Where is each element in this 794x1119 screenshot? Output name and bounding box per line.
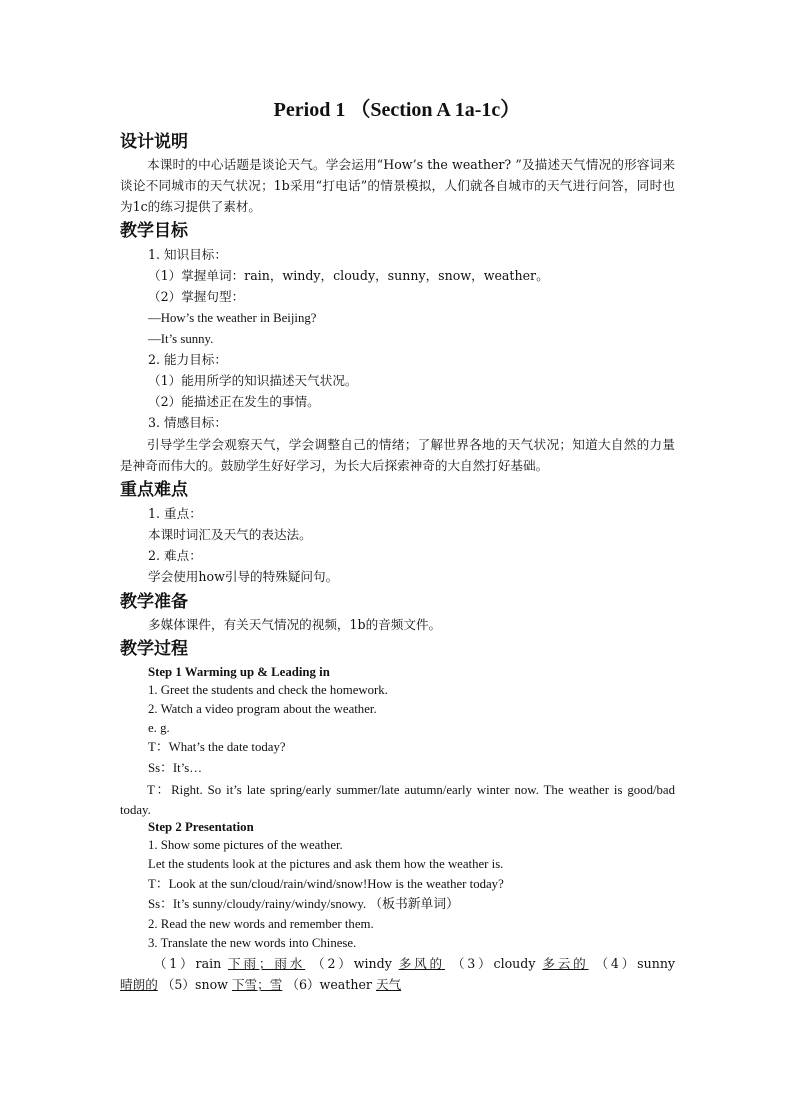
heading-prep: 教学准备 [120, 592, 188, 612]
prep-line: 多媒体课件，有关天气情况的视频，1b的音频文件。 [148, 617, 442, 632]
process-line: Let the students look at the pictures and ask them how the weather is. [148, 857, 504, 871]
goals-line: 1. 知识目标： [148, 247, 227, 262]
process-line: Ss：It’s… [148, 761, 203, 775]
vocab-continued: 晴朗的 [120, 977, 158, 992]
vocab-item: （2）windy 多风的 [312, 956, 445, 971]
key-line: 1. 重点： [148, 506, 202, 521]
heading-design: 设计说明 [120, 132, 188, 152]
process-line: 2. Read the new words and remember them. [148, 917, 374, 931]
page-title: Period 1 （Section A 1a-1c） [273, 99, 521, 121]
key-line: 2. 难点： [148, 548, 202, 563]
step2-heading: Step 2 Presentation [148, 820, 254, 834]
goals-line: 3. 情感目标： [148, 415, 227, 430]
process-line: e. g. [148, 721, 170, 735]
board-note: （板书新单词） [369, 897, 459, 911]
heading-goals: 教学目标 [120, 221, 188, 241]
step1-heading: Step 1 Warming up & Leading in [148, 665, 330, 679]
process-line [148, 895, 459, 913]
goals-line: —How’s the weather in Beijing? [148, 311, 317, 325]
vocab-row [120, 953, 675, 974]
heading-key: 重点难点 [120, 480, 188, 500]
process-line: 1. Greet the students and check the homework. [148, 683, 388, 697]
goals-line: （1）能用所学的知识描述天气状况。 [148, 373, 358, 388]
process-line: T：What’s the date today? [148, 740, 286, 754]
vocab-item: （1）rain 下雨；雨水 [153, 956, 306, 971]
process-line: 1. Show some pictures of the weather. [148, 838, 343, 852]
step1-paragraph: T：Right. So it’s late spring/early summer/late autumn/early winter now. The weather is good/bad today. [120, 783, 675, 817]
goals-line: （2）能描述正在发生的事情。 [148, 394, 320, 409]
process-line: 2. Watch a video program about the weather. [148, 702, 377, 716]
heading-process: 教学过程 [120, 639, 188, 659]
goals-line: （2）掌握句型： [148, 289, 245, 304]
goals-line: 2. 能力目标： [148, 352, 227, 367]
vocab-item: （3）cloudy 多云的 [451, 956, 589, 971]
vocab-item: （5）snow 下雪；雪 [161, 977, 283, 992]
key-line: 学会使用how引导的特殊疑问句。 [148, 569, 339, 584]
key-line: 本课时词汇及天气的表达法。 [148, 527, 312, 542]
goals-paragraph: 引导学生学会观察天气，学会调整自己的情绪；了解世界各地的天气状况；知道大自然的力量是神奇而伟大的。鼓励学生好好学习，为长大后探索神奇的大自然打好基础。 [120, 437, 675, 473]
vocab-item: （6）weather 天气 [286, 977, 402, 992]
ss-answer: Ss：It’s sunny/cloudy/rainy/windy/snowy. [148, 897, 370, 911]
design-paragraph: 本课时的中心话题是谈论天气。学会运用“How’s the weather? ”及描述天气情况的形容词来谈论不同城市的天气状况；1b采用“打电话”的情景模拟，人们就各自城市的天气进行问答，同时也为1c的练习提供了素材。 [120, 157, 675, 214]
process-line: 3. Translate the new words into Chinese. [148, 936, 357, 950]
vocab-row [120, 974, 675, 995]
goals-line: —It’s sunny. [148, 332, 214, 346]
process-line: T：Look at the sun/cloud/rain/wind/snow!How is the weather today? [148, 877, 504, 891]
vocab-item: （4）sunny [595, 956, 676, 971]
goals-line: （1）掌握单词：rain，windy，cloudy，sunny，snow，weather。 [148, 268, 549, 283]
